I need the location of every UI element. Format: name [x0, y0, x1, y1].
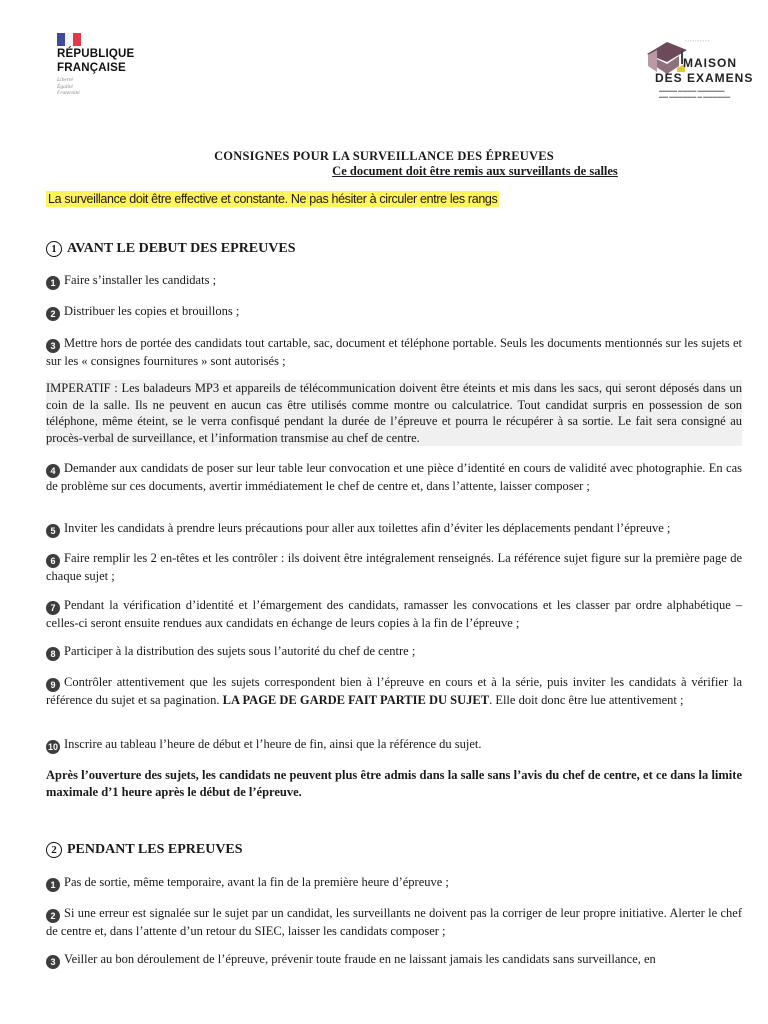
republique-francaise-logo — [57, 33, 167, 97]
list-item: 2 Si une erreur est signalée sur le sujet par un candidat, les surveillants ne doivent pas la corriger de leur propre initiative. Alerter le chef de centre et, dans l’attente d’un retour du SIEC, laisser les candidats composer ; — [46, 906, 742, 938]
rf-logo-line2: FRANÇAISE — [57, 62, 126, 74]
list-item: 10 Inscrire au tableau l’heure de début et l’heure de fin, ainsi que la référence du sujet. — [47, 737, 482, 752]
item-number-badge: 3 — [46, 339, 60, 353]
section-1-heading — [46, 241, 296, 257]
mde-logo-line2: DES EXAMENS — [655, 71, 754, 85]
section-2-heading — [46, 842, 243, 858]
list-item: 6 Faire remplir les 2 en-têtes et les contrôler : ils doivent être intégralement renseignés. La référence sujet figure sur la première page de chaque sujet ; — [46, 551, 742, 583]
item-number-badge: 4 — [46, 464, 60, 478]
list-item: 5 Inviter les candidats à prendre leurs précautions pour aller aux toilettes afin d’éviter les déplacements pendant l’épreuve ; — [46, 520, 742, 538]
section-1-title: AVANT LE DEBUT DES EPREUVES — [67, 241, 296, 256]
list-item: 1 Pas de sortie, même temporaire, avant la fin de la première heure d’épreuve ; — [46, 874, 742, 892]
list-item: 8 Participer à la distribution des sujets sous l’autorité du chef de centre ; — [46, 643, 742, 661]
rf-motto: Liberté Égalité Fraternité — [57, 77, 80, 96]
item-number-badge: 2 — [46, 909, 60, 923]
mde-logo-line1: MAISON — [683, 56, 737, 70]
item-number-badge: 9 — [46, 678, 60, 692]
section-number-badge: 1 — [46, 241, 62, 257]
list-item: 4 Demander aux candidats de poser sur leur table leur convocation et une pièce d’identité en cours de validité avec photographie. En cas de problème sur ces documents, avertir immédiatement le chef de centre et, dans l’attente, laisser composer ; — [46, 461, 742, 493]
list-item: 3 Mettre hors de portée des candidats tout cartable, sac, document et téléphone portable. Seuls les documents mentionnés sur les sujets et sur les « consignes fournitures » sont autorisés ; — [46, 336, 742, 368]
intro-highlight: La surveillance doit être effective et constante. Ne pas hésiter à circuler entre les rangs — [48, 192, 498, 206]
section-2-title: PENDANT LES EPREUVES — [67, 842, 243, 857]
item-number-badge: 1 — [46, 276, 60, 290]
item-number-badge: 10 — [47, 742, 58, 752]
item-number-badge: 6 — [46, 554, 60, 568]
maison-des-examens-logo: ▪ ▪ ▪ ▪ ▪ ▪ ▪ ▪ ▪ ▪ MAISON DES EXAMENS ▬▬▬▬ ▬▬▬▬ ▬▬▬▬▬▬ ▬▬ ▬▬▬▬▬▬ ▬ ▬▬▬▬▬▬ — [645, 36, 755, 106]
item-number-badge: 3 — [46, 955, 60, 969]
list-item: 9 Contrôler attentivement que les sujets correspondent bien à l’épreuve en cours et à la série, puis inviter les candidats à vérifier la référence du sujet et sa pagination. LA PAGE DE GARDE FAIT PARTIE DU SUJET. Elle doit donc être lue attentivement ; — [46, 675, 742, 707]
page-subtitle: Ce document doit être remis aux surveillants de salles — [332, 164, 618, 178]
item-number-badge: 8 — [46, 647, 60, 661]
item-number-badge: 1 — [46, 878, 60, 892]
imperatif-paragraph: IMPERATIF : Les baladeurs MP3 et appareils de télécommunication doivent être éteints et mis dans les sacs, qui seront déposés dans un coin de la salle. Ils ne peuvent en aucun cas être utilisés comme montre ou calculatrice. Tout candidat surpris en possession de son téléphone, même éteint, se le verra confisqué pendant la durée de l’épreuve et pourra le récupérer à sa sortie. Le fait sera consigné au procès-verbal de surveillance, et l’information transmise au chef de centre. — [46, 381, 742, 445]
french-flag-icon — [57, 33, 81, 46]
list-item: 2 Distribuer les copies et brouillons ; — [46, 303, 742, 321]
list-item: 1 Faire s’installer les candidats ; — [46, 272, 742, 290]
list-item: 3 Veiller au bon déroulement de l’épreuve, prévenir toute fraude en ne laissant jamais les candidats sans surveillance, en — [46, 951, 742, 969]
item-number-badge: 7 — [46, 601, 60, 615]
list-item: 7 Pendant la vérification d’identité et l’émargement des candidats, ramasser les convocations et les classer par ordre alphabétique – celles-ci seront ensuite rendues aux candidats en échange de leurs copies à la fin de l’épreuve ; — [46, 598, 742, 630]
item-number-badge: 5 — [46, 524, 60, 538]
admission-note: Après l’ouverture des sujets, les candidats ne peuvent plus être admis dans la salle sans l’avis du chef de centre, et ce dans la limite maximale d’1 heure après le début de l’épreuve. — [46, 768, 742, 799]
item-number-badge: 2 — [46, 307, 60, 321]
section-number-badge: 2 — [46, 842, 62, 858]
page-title: CONSIGNES POUR LA SURVEILLANCE DES ÉPREUVES — [214, 149, 554, 163]
rf-logo-line1: RÉPUBLIQUE — [57, 48, 135, 60]
